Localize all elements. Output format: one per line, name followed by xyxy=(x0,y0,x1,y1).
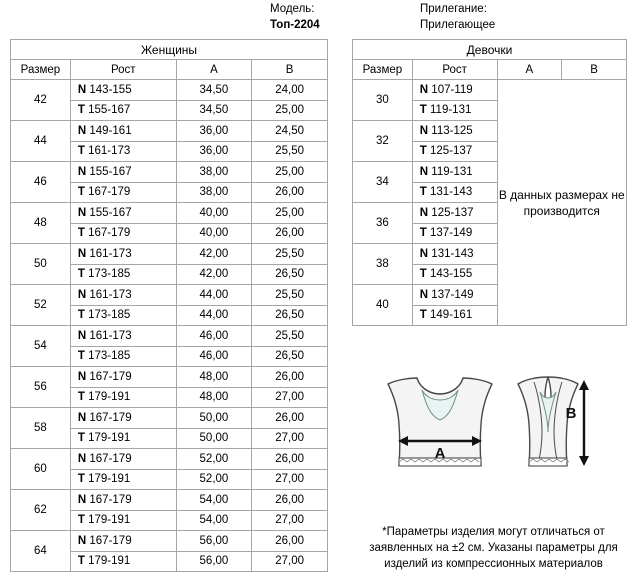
women-b-value: 27,00 xyxy=(252,428,328,449)
women-table-title-row xyxy=(11,40,328,60)
fit-block xyxy=(420,1,620,33)
women-a-value: 42,00 xyxy=(176,264,252,285)
women-b-value: 25,50 xyxy=(252,285,328,306)
women-table-title: Женщины xyxy=(11,40,328,60)
growth-range: 125-137 xyxy=(430,145,473,158)
measure-b-label: B xyxy=(565,405,577,422)
women-b-value: 26,00 xyxy=(252,223,328,244)
women-growth-value xyxy=(70,162,176,183)
growth-prefix: T xyxy=(77,104,85,117)
women-growth-value xyxy=(70,182,176,203)
growth-range: 161-173 xyxy=(89,247,132,260)
girls-growth-value xyxy=(412,182,497,203)
growth-prefix: T xyxy=(77,186,85,199)
women-a-value: 48,00 xyxy=(176,387,252,408)
women-growth-value xyxy=(70,490,176,511)
women-growth-value xyxy=(70,244,176,265)
women-a-value: 34,50 xyxy=(176,80,252,101)
women-a-value: 44,00 xyxy=(176,305,252,326)
growth-prefix: N xyxy=(419,247,429,260)
model-label: Модель: xyxy=(270,3,315,15)
growth-range: 161-173 xyxy=(88,145,131,158)
growth-prefix: T xyxy=(77,350,85,363)
girls-col-b: B xyxy=(562,60,627,80)
women-a-value: 38,00 xyxy=(176,182,252,203)
women-a-value: 42,00 xyxy=(176,244,252,265)
table-row xyxy=(353,80,627,101)
women-col-size: Размер xyxy=(11,60,71,80)
growth-prefix: N xyxy=(419,83,429,96)
growth-prefix: N xyxy=(77,493,87,506)
women-growth-value xyxy=(70,469,176,490)
growth-range: 179-191 xyxy=(88,514,131,527)
model-block xyxy=(270,1,380,33)
women-b-value: 26,00 xyxy=(252,367,328,388)
growth-range: 167-179 xyxy=(89,493,132,506)
women-a-value: 56,00 xyxy=(176,551,252,572)
growth-range: 179-191 xyxy=(88,555,131,568)
growth-range: 137-149 xyxy=(430,227,473,240)
table-row xyxy=(11,408,328,429)
women-b-value: 26,00 xyxy=(252,408,328,429)
women-size-value: 50 xyxy=(11,244,71,285)
women-a-value: 46,00 xyxy=(176,326,252,347)
table-row xyxy=(11,285,328,306)
women-size-value: 62 xyxy=(11,490,71,531)
growth-range: 167-179 xyxy=(88,186,131,199)
women-size-table xyxy=(10,39,328,572)
girls-size-value: 38 xyxy=(353,244,413,285)
girls-growth-value xyxy=(412,80,497,101)
table-row xyxy=(11,449,328,470)
women-a-value: 54,00 xyxy=(176,490,252,511)
table-row xyxy=(11,80,328,101)
women-growth-value xyxy=(70,285,176,306)
women-growth-value xyxy=(70,428,176,449)
girls-growth-value xyxy=(412,305,497,326)
growth-prefix: T xyxy=(419,227,427,240)
growth-prefix: N xyxy=(77,329,87,342)
girls-col-growth: Рост xyxy=(412,60,497,80)
women-growth-value xyxy=(70,449,176,470)
growth-prefix: T xyxy=(77,555,85,568)
growth-range: 167-179 xyxy=(89,534,132,547)
girls-growth-value xyxy=(412,141,497,162)
growth-range: 155-167 xyxy=(88,104,131,117)
growth-range: 107-119 xyxy=(431,83,473,96)
women-b-value: 26,00 xyxy=(252,490,328,511)
girls-growth-value xyxy=(412,264,497,285)
growth-prefix: T xyxy=(419,104,427,117)
women-a-value: 48,00 xyxy=(176,367,252,388)
women-col-b: B xyxy=(252,60,328,80)
growth-range: 173-185 xyxy=(88,268,131,281)
growth-prefix: T xyxy=(77,227,85,240)
girls-table-title: Девочки xyxy=(353,40,627,60)
table-row xyxy=(11,203,328,224)
women-size-value: 60 xyxy=(11,449,71,490)
growth-prefix: T xyxy=(419,309,427,322)
growth-range: 173-185 xyxy=(88,309,131,322)
growth-range: 161-173 xyxy=(89,329,132,342)
growth-range: 167-179 xyxy=(89,411,132,424)
women-b-value: 25,50 xyxy=(252,326,328,347)
women-size-value: 56 xyxy=(11,367,71,408)
growth-prefix: N xyxy=(77,206,87,219)
women-b-value: 26,00 xyxy=(252,449,328,470)
growth-prefix: N xyxy=(419,206,429,219)
growth-range: 137-149 xyxy=(431,288,474,301)
women-b-value: 26,50 xyxy=(252,346,328,367)
women-size-value: 44 xyxy=(11,121,71,162)
growth-range: 179-191 xyxy=(88,391,131,404)
growth-prefix: N xyxy=(77,534,87,547)
growth-range: 113-125 xyxy=(431,124,473,137)
women-growth-value xyxy=(70,264,176,285)
women-b-value: 27,00 xyxy=(252,510,328,531)
women-a-value: 36,00 xyxy=(176,121,252,142)
women-b-value: 27,00 xyxy=(252,551,328,572)
growth-range: 179-191 xyxy=(88,473,131,486)
women-a-value: 56,00 xyxy=(176,531,252,552)
women-growth-value xyxy=(70,408,176,429)
table-row xyxy=(11,121,328,142)
girls-not-produced-notice: В данных размерах не производится xyxy=(497,80,626,326)
women-b-value: 26,00 xyxy=(252,531,328,552)
growth-range: 167-179 xyxy=(88,227,131,240)
women-b-value: 25,00 xyxy=(252,203,328,224)
girls-growth-value xyxy=(412,162,497,183)
women-size-value: 64 xyxy=(11,531,71,572)
front-view-drawing xyxy=(388,378,492,466)
growth-prefix: T xyxy=(77,432,85,445)
growth-range: 131-143 xyxy=(430,186,473,199)
growth-range: 143-155 xyxy=(430,268,473,281)
growth-prefix: N xyxy=(77,165,87,178)
women-a-value: 52,00 xyxy=(176,469,252,490)
girls-size-value: 34 xyxy=(353,162,413,203)
women-a-value: 54,00 xyxy=(176,510,252,531)
growth-range: 149-161 xyxy=(430,309,473,322)
document-header xyxy=(0,0,637,36)
women-b-value: 26,00 xyxy=(252,182,328,203)
women-b-value: 26,50 xyxy=(252,305,328,326)
women-growth-value xyxy=(70,203,176,224)
girls-size-value: 36 xyxy=(353,203,413,244)
measure-b-arrow xyxy=(579,380,589,466)
women-a-value: 46,00 xyxy=(176,346,252,367)
growth-prefix: N xyxy=(77,370,87,383)
girls-table-title-row xyxy=(353,40,627,60)
women-growth-value xyxy=(70,531,176,552)
girls-size-table xyxy=(352,39,627,326)
fit-label: Прилегание: xyxy=(420,3,487,15)
women-b-value: 27,00 xyxy=(252,469,328,490)
women-b-value: 24,50 xyxy=(252,121,328,142)
table-row xyxy=(11,367,328,388)
women-col-a: A xyxy=(176,60,252,80)
women-size-value: 58 xyxy=(11,408,71,449)
growth-range: 161-173 xyxy=(89,288,132,301)
women-b-value: 25,50 xyxy=(252,141,328,162)
growth-range: 167-179 xyxy=(89,452,132,465)
women-growth-value xyxy=(70,346,176,367)
women-growth-value xyxy=(70,305,176,326)
women-size-value: 52 xyxy=(11,285,71,326)
women-size-value: 42 xyxy=(11,80,71,121)
growth-prefix: N xyxy=(419,124,429,137)
model-value: Топ-2204 xyxy=(270,19,320,31)
women-growth-value xyxy=(70,367,176,388)
women-a-value: 52,00 xyxy=(176,449,252,470)
women-growth-value xyxy=(70,510,176,531)
women-b-value: 25,00 xyxy=(252,162,328,183)
growth-prefix: N xyxy=(419,288,429,301)
fit-value: Прилегающее xyxy=(420,19,496,31)
girls-growth-value xyxy=(412,244,497,265)
growth-prefix: T xyxy=(77,514,85,527)
women-a-value: 50,00 xyxy=(176,428,252,449)
growth-range: 155-167 xyxy=(89,165,132,178)
footnote-text: *Параметры изделия могут отличаться от заявленных на ±2 см. Указаны параметры для изделий из компрессионных материалов xyxy=(369,526,618,570)
growth-range: 119-131 xyxy=(430,104,472,117)
growth-prefix: T xyxy=(77,268,85,281)
table-row xyxy=(11,490,328,511)
women-a-value: 44,00 xyxy=(176,285,252,306)
women-growth-value xyxy=(70,121,176,142)
growth-prefix: T xyxy=(77,391,85,404)
women-a-value: 38,00 xyxy=(176,162,252,183)
growth-prefix: N xyxy=(77,411,87,424)
growth-prefix: T xyxy=(77,473,85,486)
women-b-value: 25,00 xyxy=(252,100,328,121)
girls-growth-value xyxy=(412,223,497,244)
women-table-header-row xyxy=(11,60,328,80)
table-row xyxy=(11,244,328,265)
growth-range: 143-155 xyxy=(89,83,132,96)
women-growth-value xyxy=(70,551,176,572)
women-b-value: 25,50 xyxy=(252,244,328,265)
women-growth-value xyxy=(70,223,176,244)
women-a-value: 34,50 xyxy=(176,100,252,121)
women-b-value: 26,50 xyxy=(252,264,328,285)
women-col-growth: Рост xyxy=(70,60,176,80)
growth-range: 155-167 xyxy=(89,206,132,219)
women-growth-value xyxy=(70,326,176,347)
growth-prefix: N xyxy=(77,288,87,301)
girls-size-value: 32 xyxy=(353,121,413,162)
growth-prefix: N xyxy=(77,247,87,260)
growth-prefix: N xyxy=(77,452,87,465)
girls-col-a: A xyxy=(497,60,562,80)
girls-size-value: 30 xyxy=(353,80,413,121)
growth-range: 167-179 xyxy=(89,370,132,383)
women-b-value: 27,00 xyxy=(252,387,328,408)
growth-range: 125-137 xyxy=(431,206,474,219)
growth-range: 173-185 xyxy=(88,350,131,363)
women-growth-value xyxy=(70,387,176,408)
girls-table-header-row xyxy=(353,60,627,80)
growth-prefix: T xyxy=(419,268,427,281)
girls-col-size: Размер xyxy=(353,60,413,80)
women-size-value: 54 xyxy=(11,326,71,367)
back-view-drawing xyxy=(518,377,589,466)
women-growth-value xyxy=(70,100,176,121)
growth-range: 179-191 xyxy=(88,432,131,445)
women-a-value: 40,00 xyxy=(176,223,252,244)
girls-size-value: 40 xyxy=(353,285,413,326)
women-growth-value xyxy=(70,141,176,162)
growth-prefix: T xyxy=(419,186,427,199)
women-a-value: 50,00 xyxy=(176,408,252,429)
growth-prefix: N xyxy=(77,124,87,137)
women-size-value: 46 xyxy=(11,162,71,203)
growth-range: 149-161 xyxy=(89,124,132,137)
girls-growth-value xyxy=(412,203,497,224)
growth-prefix: N xyxy=(419,165,429,178)
table-row xyxy=(11,531,328,552)
table-row xyxy=(11,162,328,183)
girls-growth-value xyxy=(412,100,497,121)
measure-a-label: A xyxy=(434,445,446,462)
growth-range: 119-131 xyxy=(431,165,473,178)
women-b-value: 24,00 xyxy=(252,80,328,101)
women-size-value: 48 xyxy=(11,203,71,244)
table-row xyxy=(11,326,328,347)
women-a-value: 36,00 xyxy=(176,141,252,162)
growth-prefix: T xyxy=(419,145,427,158)
growth-range: 131-143 xyxy=(431,247,474,260)
growth-prefix: T xyxy=(77,309,85,322)
girls-growth-value xyxy=(412,285,497,306)
women-a-value: 40,00 xyxy=(176,203,252,224)
growth-prefix: T xyxy=(77,145,85,158)
garment-illustration xyxy=(352,370,627,495)
women-growth-value xyxy=(70,80,176,101)
girls-growth-value xyxy=(412,121,497,142)
growth-prefix: N xyxy=(77,83,87,96)
